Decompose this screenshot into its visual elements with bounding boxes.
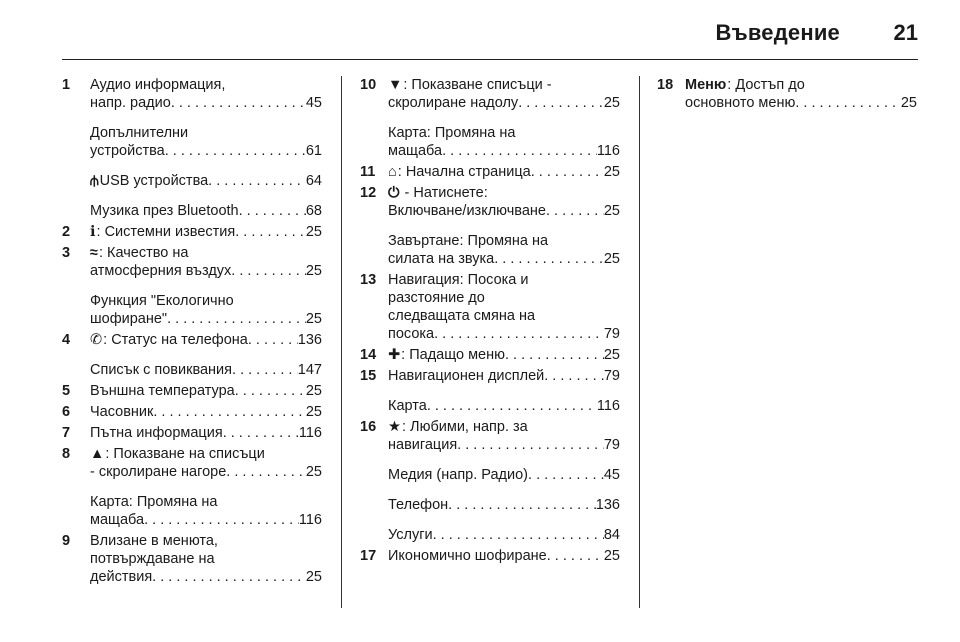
legend-entry <box>360 496 620 514</box>
legend-entry <box>360 232 620 268</box>
page-title: Въведение <box>715 20 840 45</box>
page-reference: 25 <box>305 569 322 585</box>
page-reference: 116 <box>298 425 322 441</box>
entry-text: Карта <box>388 398 427 414</box>
page-reference: 25 <box>603 95 620 111</box>
entry-line <box>388 232 620 250</box>
column-divider <box>341 76 342 608</box>
entry-text: Функция "Екологично <box>90 293 234 309</box>
entry-line <box>90 262 322 280</box>
entry-text: Музика през Bluetooth <box>90 203 239 219</box>
entry-text: Карта: Промяна на <box>388 125 516 141</box>
entry-text: Медия (напр. Радио) <box>388 467 529 483</box>
column-2 <box>360 76 620 565</box>
legend-entry <box>62 172 322 190</box>
entry-text: мащаба <box>90 512 145 528</box>
entry-text: : Начална страница <box>397 164 531 180</box>
entry-number: 5 <box>62 383 71 399</box>
entry-text: действия <box>90 569 153 585</box>
dot-leader <box>239 202 306 220</box>
entry-line <box>90 463 322 481</box>
entry-line <box>90 223 322 241</box>
entry-line <box>388 184 620 202</box>
entry-text: атмосферния въздух <box>90 263 232 279</box>
page-reference: 68 <box>305 203 322 219</box>
entry-text: : Достъп до <box>727 77 805 93</box>
page-reference: 136 <box>595 497 620 513</box>
legend-entry <box>360 124 620 160</box>
entry-line <box>388 436 620 454</box>
page-reference: 136 <box>297 332 322 348</box>
entry-text: : Падащо меню <box>401 347 505 363</box>
phone-icon: ✆ <box>90 332 103 348</box>
column-3 <box>657 76 917 112</box>
page-reference: 116 <box>596 143 620 159</box>
entry-text: Допълнителни <box>90 125 189 141</box>
page-reference: 45 <box>603 467 620 483</box>
entry-text: : Статус на телефона <box>103 332 248 348</box>
dot-leader <box>165 142 306 160</box>
entry-line <box>388 76 620 94</box>
entry-text: потвърждаване на <box>90 551 215 567</box>
page-reference: 25 <box>305 383 322 399</box>
legend-entry <box>360 367 620 385</box>
entry-line <box>90 403 322 421</box>
entry-line <box>90 124 322 142</box>
page-number: 21 <box>893 20 918 45</box>
entry-number: 15 <box>360 368 377 384</box>
dot-leader <box>171 94 306 112</box>
entry-text: Завъртане: Промяна на <box>388 233 549 249</box>
entry-text: - Натиснете: <box>400 185 488 201</box>
usb-icon: ⫛ <box>90 173 99 189</box>
entry-line <box>388 367 620 385</box>
dot-leader <box>427 397 597 415</box>
legend-entry <box>62 445 322 481</box>
entry-text: навигация <box>388 437 458 453</box>
dot-leader <box>457 436 604 454</box>
entry-line <box>90 331 322 349</box>
entry-line <box>90 382 322 400</box>
dot-leader <box>544 367 604 385</box>
dot-leader <box>144 511 299 529</box>
legend-entry <box>62 403 322 421</box>
page-reference: 25 <box>603 548 620 564</box>
entry-number: 1 <box>62 77 71 93</box>
entry-line <box>90 202 322 220</box>
entry-number: 11 <box>360 164 376 180</box>
legend-entry <box>62 223 322 241</box>
legend-entry <box>360 163 620 181</box>
star-icon: ★ <box>388 419 401 435</box>
page-reference: 79 <box>603 326 620 342</box>
legend-entry <box>360 397 620 415</box>
legend-entry <box>360 346 620 364</box>
legend-entry <box>62 76 322 112</box>
page-reference: 25 <box>900 95 917 111</box>
entry-text: Услуги <box>388 527 433 543</box>
page-reference: 84 <box>603 527 620 543</box>
entry-number: 8 <box>62 446 71 462</box>
dot-leader <box>231 262 306 280</box>
entry-line <box>388 547 620 565</box>
entry-text: устройства <box>90 143 165 159</box>
entry-line <box>90 511 322 529</box>
dot-leader <box>433 526 604 544</box>
entry-text: USB устройства <box>99 173 209 189</box>
legend-entry <box>360 466 620 484</box>
entry-line <box>388 325 620 343</box>
page-reference: 25 <box>305 404 322 420</box>
page-reference: 25 <box>305 464 322 480</box>
entry-text: Навигационен дисплей <box>388 368 545 384</box>
page-reference: 79 <box>603 368 620 384</box>
entry-line <box>388 418 620 436</box>
plus-icon: ✚ <box>388 347 401 363</box>
entry-line <box>90 292 322 310</box>
page-reference: 116 <box>298 512 322 528</box>
entry-text: основното меню <box>685 95 796 111</box>
legend-entry <box>62 532 322 586</box>
page-reference: 147 <box>297 362 322 378</box>
entry-line <box>388 307 620 325</box>
dot-leader <box>546 202 604 220</box>
entry-line <box>90 493 322 511</box>
entry-line <box>90 445 322 463</box>
page-reference: 25 <box>603 347 620 363</box>
entry-text: разстояние до <box>388 290 485 306</box>
legend-entry <box>62 202 322 220</box>
entry-text: мащаба <box>388 143 443 159</box>
info-icon: ℹ <box>90 224 96 240</box>
entry-number: 12 <box>360 185 377 201</box>
entry-line <box>388 271 620 289</box>
entry-text: силата на звука <box>388 251 495 267</box>
page-reference: 64 <box>305 173 322 189</box>
dot-leader <box>235 223 306 241</box>
entry-text: Влизане в менюта, <box>90 533 218 549</box>
legend-entry <box>360 526 620 544</box>
dot-leader <box>232 361 298 379</box>
legend-entry <box>62 124 322 160</box>
entry-number: 2 <box>62 224 71 240</box>
legend-entry <box>62 424 322 442</box>
page-reference: 79 <box>603 437 620 453</box>
entry-text: : Системни известия <box>96 224 236 240</box>
entry-text: - скролиране нагоре <box>90 464 227 480</box>
dot-leader <box>153 403 305 421</box>
entry-text: скролиране надолу <box>388 95 519 111</box>
dot-leader <box>448 496 596 514</box>
page-reference: 25 <box>305 263 322 279</box>
dot-leader <box>208 172 306 190</box>
entry-text: шофиране" <box>90 311 168 327</box>
entry-text: Включване/изключване <box>388 203 546 219</box>
entry-line <box>388 94 620 112</box>
entry-line <box>90 424 322 442</box>
dot-leader <box>518 94 604 112</box>
legend-entry <box>360 418 620 454</box>
dot-leader <box>434 325 604 343</box>
page-reference: 61 <box>305 143 322 159</box>
legend-entry <box>657 76 917 112</box>
legend-entry <box>62 331 322 349</box>
entry-line <box>388 526 620 544</box>
entry-text: Аудио информация, <box>90 77 226 93</box>
entry-text: : Показване на списъци <box>105 446 265 462</box>
column-1 <box>62 76 322 586</box>
entry-number: 18 <box>657 77 674 93</box>
entry-line <box>90 310 322 328</box>
entry-text: Навигация: Посока и <box>388 272 529 288</box>
page-header <box>62 18 918 60</box>
page-reference: 25 <box>305 224 322 240</box>
page-reference: 25 <box>603 251 620 267</box>
entry-text: Пътна информация <box>90 425 223 441</box>
entry-number: 6 <box>62 404 71 420</box>
entry-line <box>388 466 620 484</box>
dot-leader <box>167 310 306 328</box>
entry-line <box>90 244 322 262</box>
entry-text: Часовник <box>90 404 154 420</box>
legend-entry <box>360 271 620 343</box>
dot-leader <box>226 463 306 481</box>
arrow-down-icon: ▼ <box>388 77 403 93</box>
entry-line <box>388 250 620 268</box>
legend-entry <box>62 292 322 328</box>
entry-text: Външна температура <box>90 383 235 399</box>
entry-line <box>388 397 620 415</box>
entry-line <box>90 568 322 586</box>
entry-line <box>388 142 620 160</box>
entry-number: 13 <box>360 272 377 288</box>
entry-number: 7 <box>62 425 71 441</box>
page-reference: 25 <box>603 164 620 180</box>
dot-leader <box>494 250 604 268</box>
entry-number: 14 <box>360 347 377 363</box>
dot-leader <box>795 94 901 112</box>
entry-line <box>90 76 322 94</box>
entry-line <box>90 550 322 568</box>
entry-number: 9 <box>62 533 71 549</box>
dot-leader <box>505 346 604 364</box>
entry-text: : Качество на <box>98 245 189 261</box>
column-divider <box>639 76 640 608</box>
entry-line <box>388 202 620 220</box>
legend-entry <box>62 382 322 400</box>
legend-entry <box>62 244 322 280</box>
legend-entry <box>360 547 620 565</box>
entry-line <box>685 76 917 94</box>
legend-entry <box>62 361 322 379</box>
legend-entry <box>360 184 620 220</box>
entry-line <box>90 361 322 379</box>
entry-number: 3 <box>62 245 71 261</box>
page-reference: 116 <box>596 398 620 414</box>
climate-icon: ≈ <box>90 245 98 261</box>
power-icon: ⏻ <box>388 185 400 201</box>
dot-leader <box>528 466 604 484</box>
page-reference: 25 <box>603 203 620 219</box>
entry-line <box>90 94 322 112</box>
entry-line <box>388 289 620 307</box>
legend-entry <box>360 76 620 112</box>
entry-text: посока <box>388 326 435 342</box>
arrow-up-icon: ▲ <box>90 446 105 462</box>
entry-line <box>388 346 620 364</box>
dot-leader <box>547 547 604 565</box>
menu-label: Меню <box>685 77 727 93</box>
dot-leader <box>248 331 298 349</box>
entry-number: 10 <box>360 77 377 93</box>
entry-text: Списък с повиквания <box>90 362 233 378</box>
entry-line <box>90 142 322 160</box>
page-reference: 25 <box>305 311 322 327</box>
dot-leader <box>235 382 306 400</box>
entry-text: Карта: Промяна на <box>90 494 218 510</box>
entry-line <box>388 163 620 181</box>
entry-line <box>90 532 322 550</box>
entry-line <box>388 124 620 142</box>
page-reference: 45 <box>305 95 322 111</box>
dot-leader <box>223 424 299 442</box>
dot-leader <box>531 163 604 181</box>
legend-entry <box>62 493 322 529</box>
entry-text: Икономично шофиране <box>388 548 547 564</box>
entry-number: 17 <box>360 548 377 564</box>
dot-leader <box>152 568 306 586</box>
entry-text: Телефон <box>388 497 449 513</box>
entry-line <box>685 94 917 112</box>
entry-line <box>90 172 322 190</box>
entry-number: 16 <box>360 419 377 435</box>
dot-leader <box>442 142 597 160</box>
entry-text: следващата смяна на <box>388 308 536 324</box>
entry-text: : Показване списъци - <box>403 77 552 93</box>
home-icon: ⌂ <box>388 164 397 180</box>
entry-number: 4 <box>62 332 71 348</box>
entry-text: : Любими, напр. за <box>402 419 528 435</box>
entry-text: напр. радио <box>90 95 171 111</box>
entry-line <box>388 496 620 514</box>
